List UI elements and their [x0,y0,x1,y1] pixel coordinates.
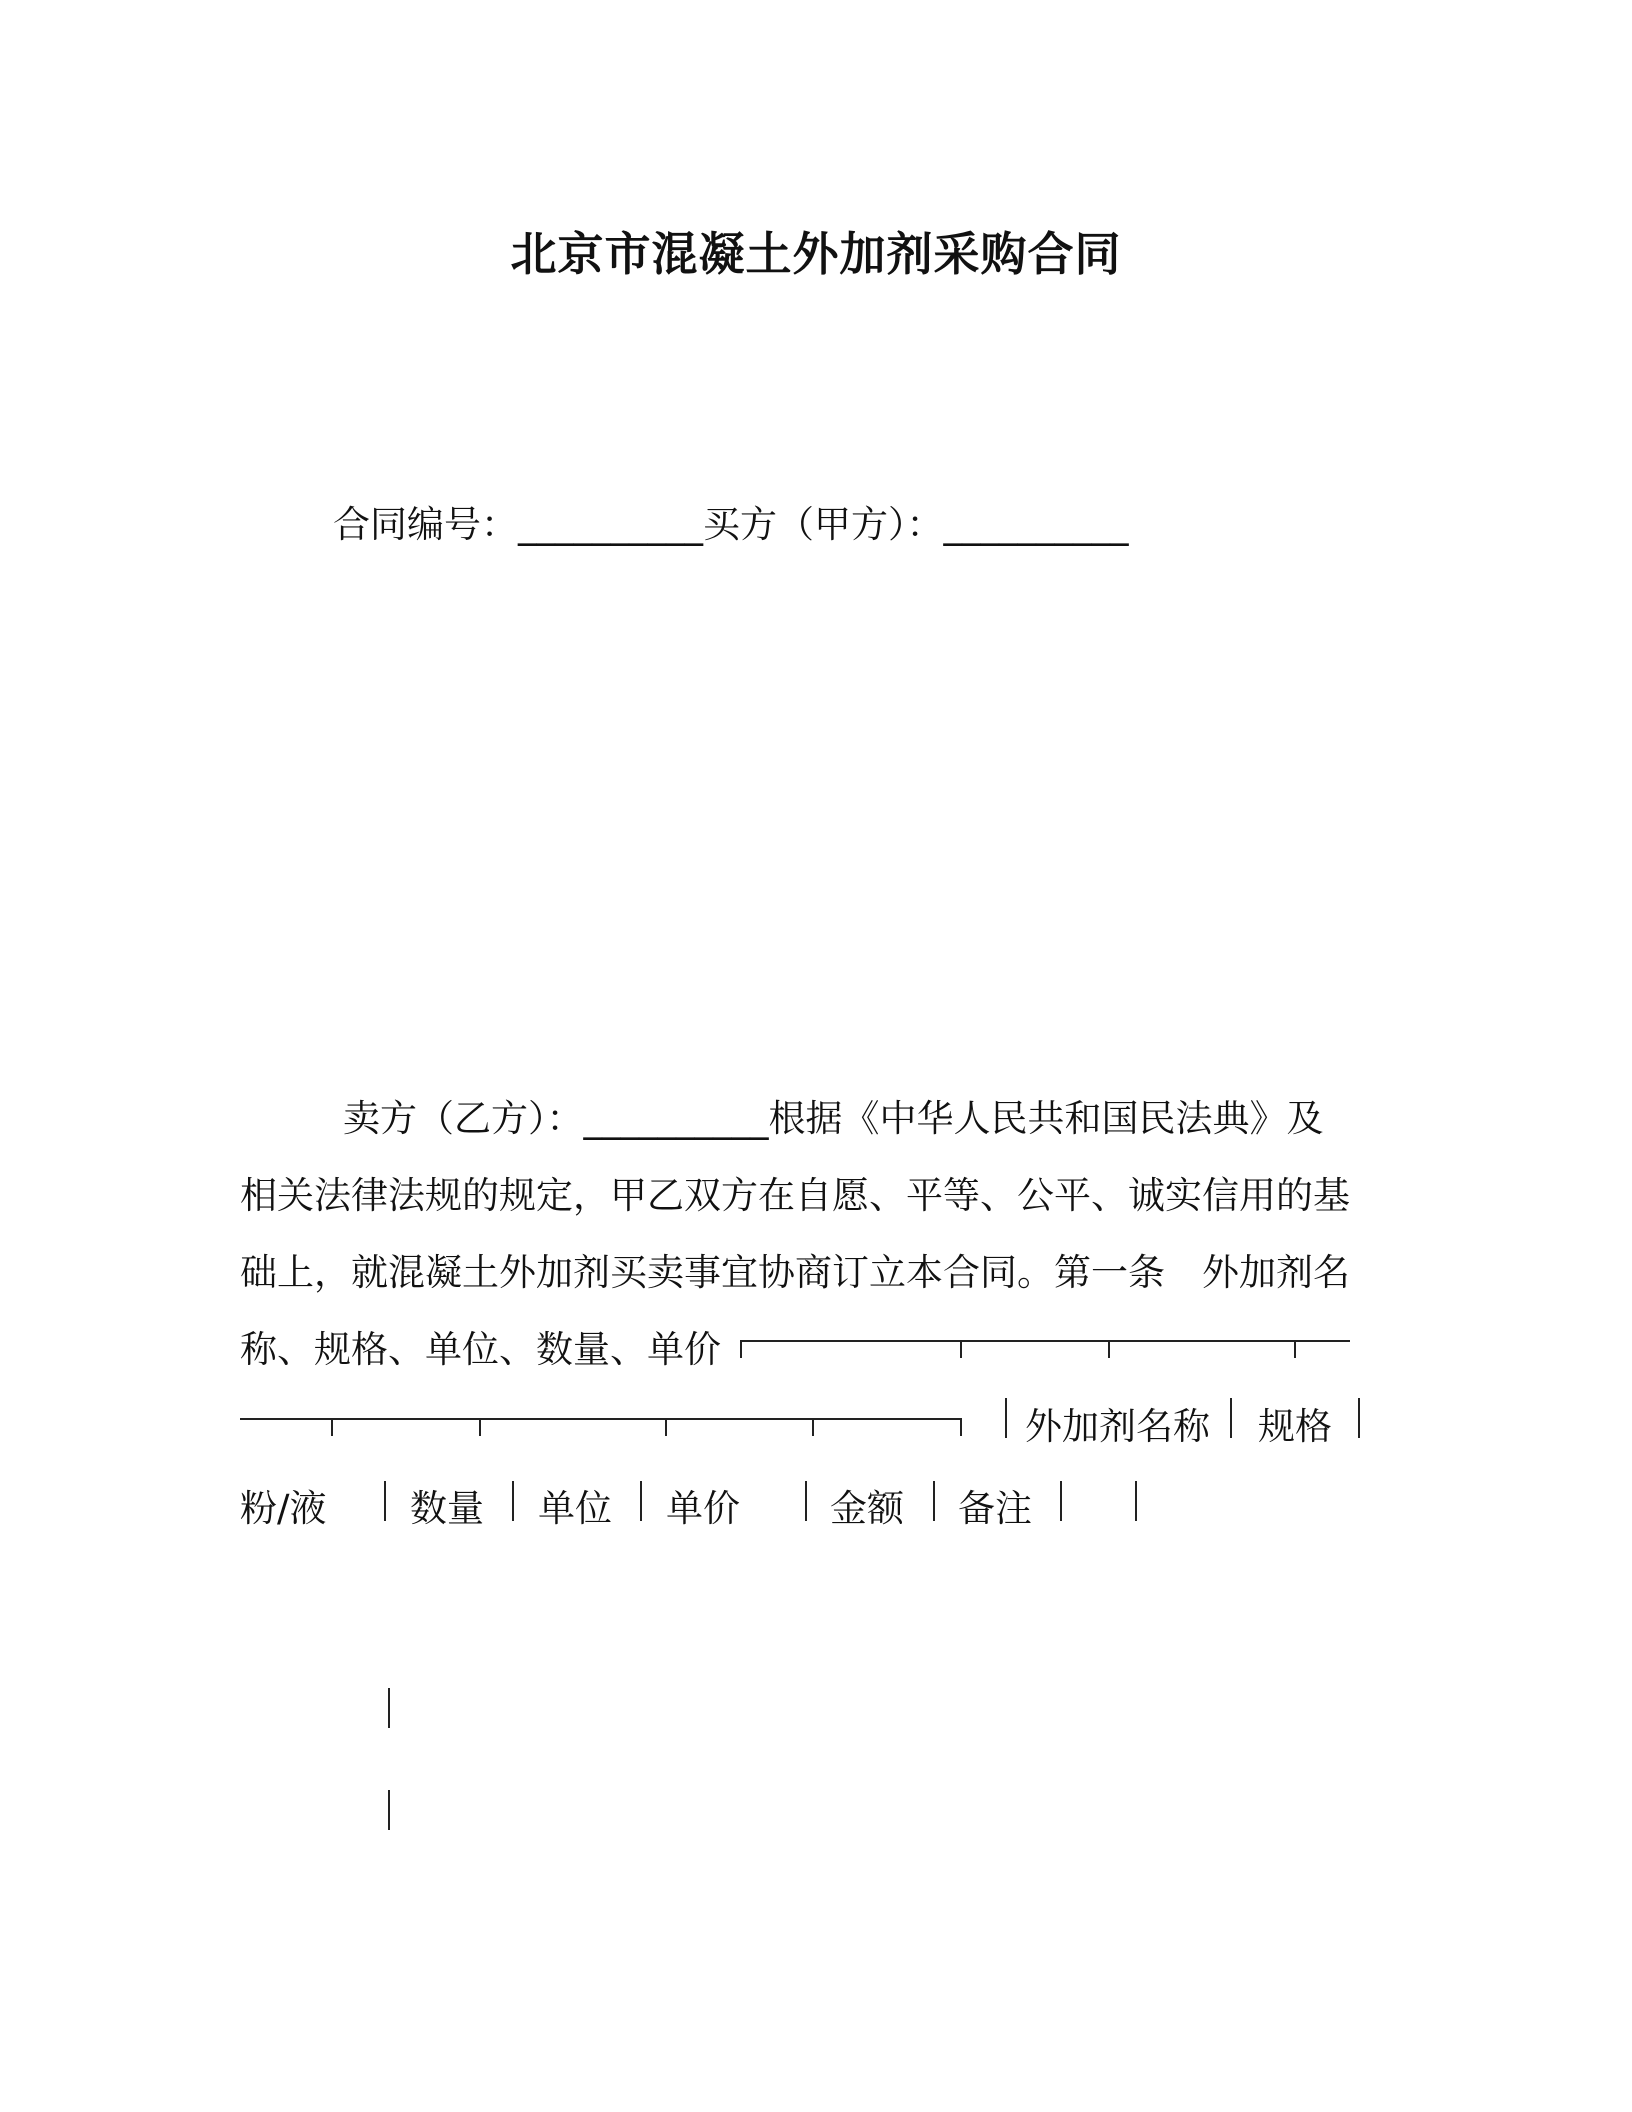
table-header-additive-name: 外加剂名称 [1025,1405,1210,1448]
table-header-spec: 规格 [1258,1405,1332,1448]
table-rule-tick [1294,1340,1296,1358]
table-header-unit-price: 单价 [666,1487,740,1530]
table-cell-border [1230,1398,1232,1438]
table-rule-tick [665,1418,667,1436]
paragraph-line-4: 称、规格、单位、数量、单价 [240,1328,721,1371]
contract-header-line: 合同编号：__________买方（甲方）：__________ [333,503,1129,546]
table-rule-tick [1108,1340,1110,1358]
paragraph-line-1: 卖方（乙方）：__________根据《中华人民共和国民法典》及 [343,1097,1324,1140]
table-rule-top [740,1340,1350,1342]
table-cell-border [388,1790,390,1830]
table-cell-border [640,1481,642,1521]
paragraph-line-3: 础上，就混凝土外加剂买卖事宜协商订立本合同。第一条 外加剂名 [240,1251,1350,1294]
table-header-type: 粉/液 [240,1487,327,1530]
table-header-unit: 单位 [538,1487,612,1530]
table-cell-border [933,1481,935,1521]
document-title: 北京市混凝土外加剂采购合同 [510,227,1122,281]
table-cell-border [388,1688,390,1728]
paragraph-line-2: 相关法律法规的规定，甲乙双方在自愿、平等、公平、诚实信用的基 [240,1174,1350,1217]
table-rule-tick [812,1418,814,1436]
table-cell-border [1060,1481,1062,1521]
table-cell-border [1358,1398,1360,1438]
table-rule-tick [479,1418,481,1436]
table-rule-second [240,1418,962,1420]
table-header-note: 备注 [958,1487,1032,1530]
table-cell-border [512,1481,514,1521]
table-header-quantity: 数量 [410,1487,484,1530]
table-cell-border [1005,1398,1007,1438]
table-cell-border [1135,1481,1137,1521]
table-rule-tick [740,1340,742,1358]
table-rule-tick [331,1418,333,1436]
table-header-amount: 金额 [830,1487,904,1530]
table-rule-tick [960,1340,962,1358]
table-rule-tick [960,1418,962,1436]
table-cell-border [384,1481,386,1521]
table-cell-border [805,1481,807,1521]
